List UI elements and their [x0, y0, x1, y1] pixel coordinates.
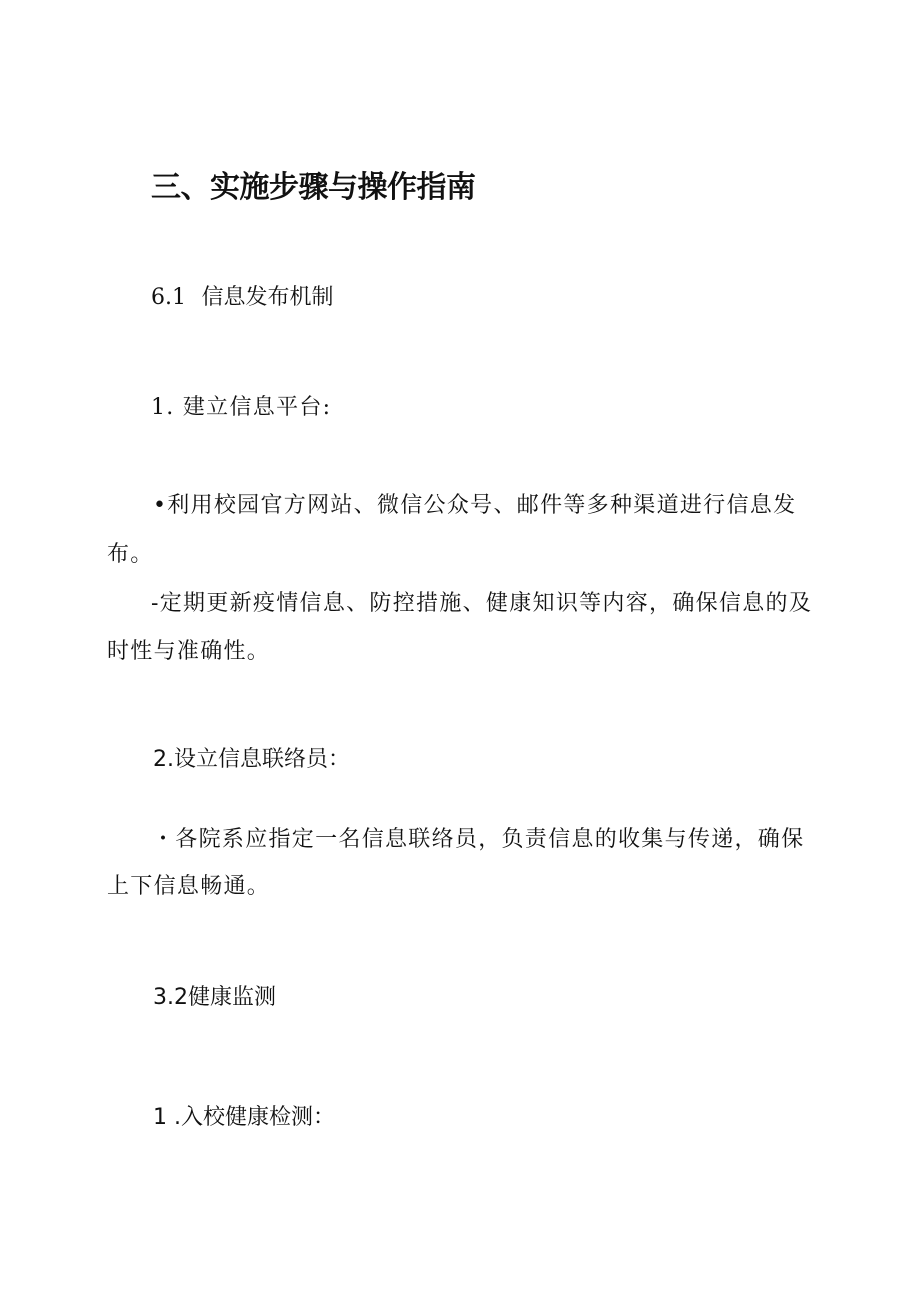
chapter-heading: 三、实施步骤与操作指南 [151, 170, 476, 205]
section-number: 6.1 [151, 285, 186, 310]
bullet-line-continued: 布。 [107, 542, 154, 567]
section-title: 信息发布机制 [201, 285, 334, 310]
list-item-1-heading: 1. 建立信息平台: [151, 395, 332, 420]
list-item-2-heading: 2.设立信息联络员： [153, 747, 350, 772]
bullet-line: -定期更新疫情信息、防控措施、健康知识等内容，确保信息的及 [151, 591, 813, 616]
section-heading-3-2: 3.2健康监测 [153, 985, 276, 1010]
bullet-line-continued: 时性与准确性。 [107, 639, 271, 664]
list-item-3-heading: 1 .入校健康检测： [153, 1105, 335, 1130]
bullet-line: ・各院系应指定一名信息联络员，负责信息的收集与传递，确保 [152, 827, 805, 852]
bullet-line: •利用校园官方网站、微信公众号、邮件等多种渠道进行信息发 [153, 493, 797, 518]
bullet-line-continued: 上下信息畅通。 [107, 874, 271, 899]
section-heading-6-1 [151, 280, 334, 311]
